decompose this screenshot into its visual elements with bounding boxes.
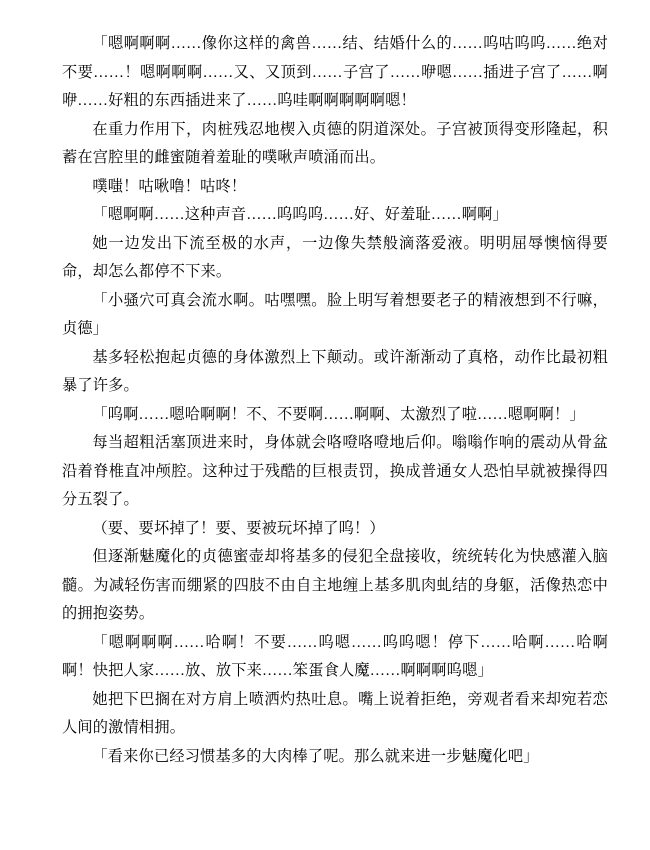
paragraph: 「嗯啊啊……这种声音……呜呜呜……好、好羞耻……啊啊」 <box>92 206 508 223</box>
paragraph: 基多轻松抱起贞德的身体激烈上下颠动。或许渐渐动了真格，动作比最初粗暴了许多。 <box>62 348 608 394</box>
paragraph: 「嗯啊啊啊……像你这样的禽兽……结、结婚什么的……呜咕呜呜……绝对不要……！嗯啊啊啊……又、又顶到……子宫了……咿嗯……插进子宫了……啊咿……好粗的东西插进来了……呜哇啊啊啊啊啊嗯！ <box>62 35 608 109</box>
paragraph: 「嗯啊啊啊……哈啊！不要……呜嗯……呜呜嗯！停下……哈啊……哈啊啊！快把人家……放、放下来……笨蛋食人魔……啊啊啊呜嗯」 <box>62 633 608 679</box>
paragraph: （要、要坏掉了！要、要被玩坏掉了呜！） <box>92 519 385 537</box>
paragraph: 在重力作用下，肉桩残忍地楔入贞德的阴道深处。子宫被顶得变形隆起，积蓄在宫腔里的雌蜜随着羞耻的噗啾声喷涌而出。 <box>62 120 608 166</box>
paragraph: 她一边发出下流至极的水声，一边像失禁般滴落爱液。明明屈辱懊恼得要命，却怎么都停不下来。 <box>62 234 608 280</box>
paragraph: 噗嗤！咕啾噜！咕咚！ <box>92 177 247 195</box>
paragraph: 每当超粗活塞顶进来时，身体就会咯噔咯噔地后仰。嗡嗡作响的震动从骨盆沿着脊椎直冲颅腔。这种过于残酷的巨根责罚，换成普通女人恐怕早就被操得四分五裂了。 <box>62 434 608 508</box>
paragraph: 「看来你已经习惯基多的大肉棒了呢。那么就来进一步魅魔化吧」 <box>92 747 539 765</box>
paragraph: 「小骚穴可真会流水啊。咕嘿嘿。脸上明写着想要老子的精液想到不行嘛，贞德」 <box>62 291 608 337</box>
paragraph: 「呜啊……嗯哈啊啊！不、不要啊……啊啊、太激烈了啦……嗯啊啊！」 <box>92 405 585 423</box>
paragraph: 但逐渐魅魔化的贞德蜜壶却将基多的侵犯全盘接收，统统转化为快感灌入脑髓。为减轻伤害而绷紧的四肢不由自主地缠上基多肌肉虬结的身躯，活像热恋中的拥抱姿势。 <box>62 548 608 622</box>
paragraph: 她把下巴搁在对方肩上喷洒灼热吐息。嘴上说着拒绝，旁观者看来却宛若恋人间的激情相拥。 <box>62 690 608 736</box>
